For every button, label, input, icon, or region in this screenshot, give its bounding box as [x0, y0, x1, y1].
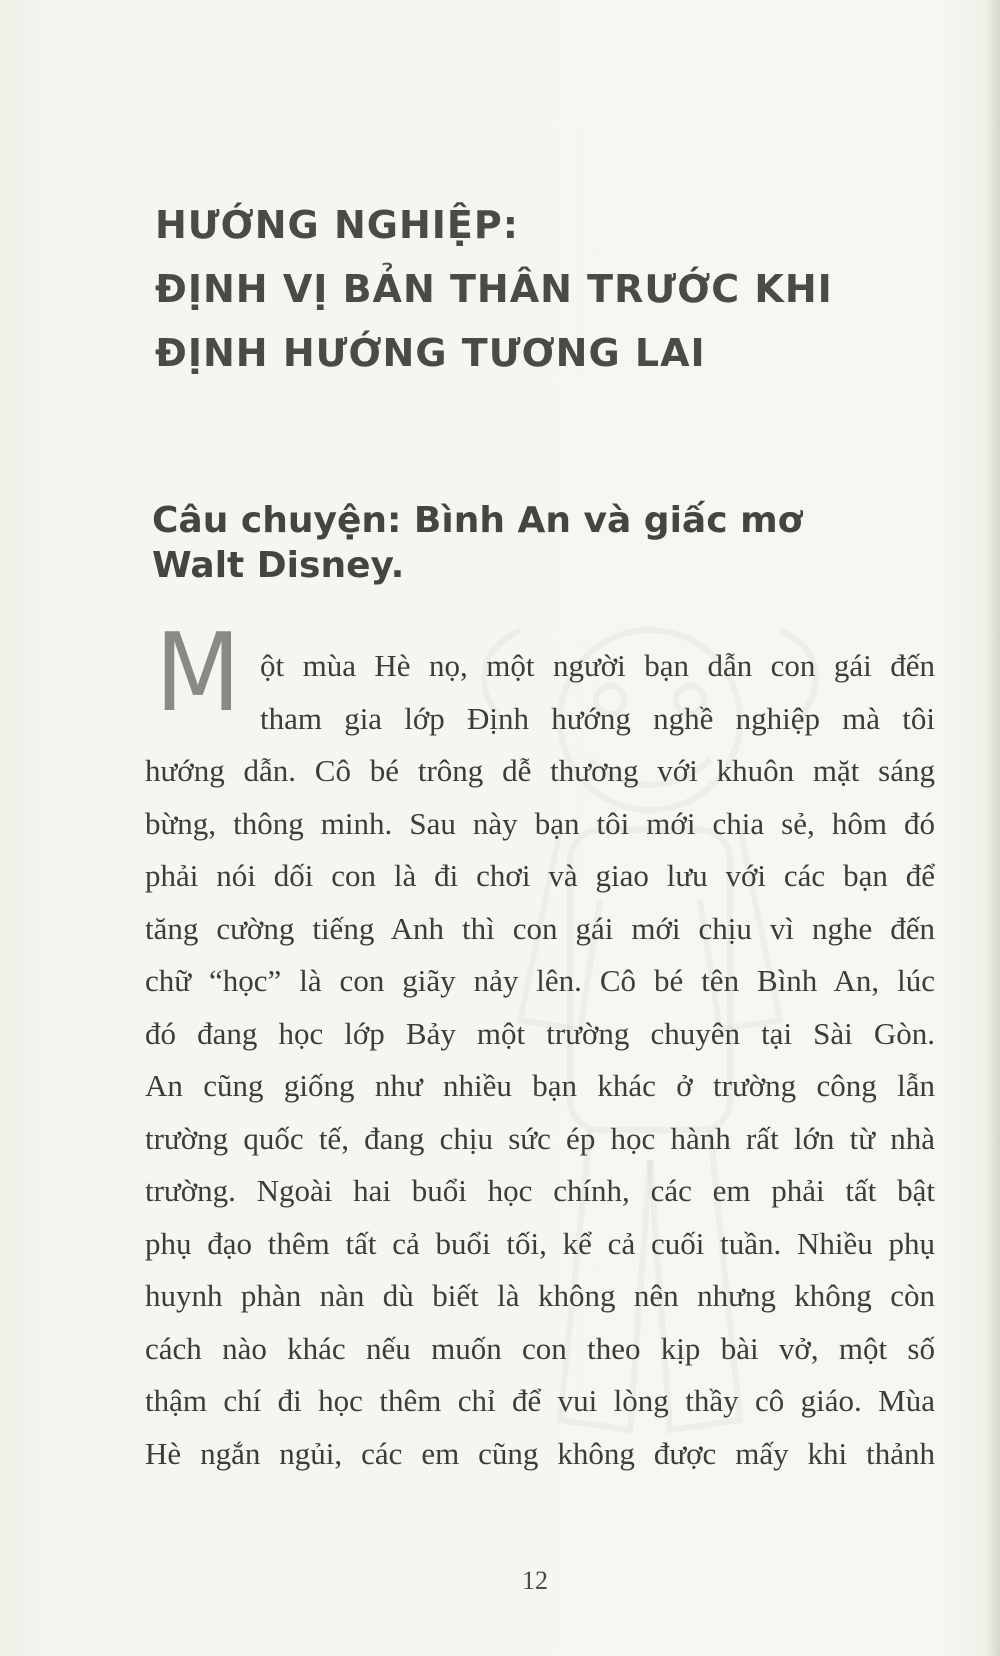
- body-line: ột mùa Hè nọ, một người bạn dẫn con gái đến: [260, 648, 935, 683]
- body-line: đó đang học lớp Bảy một trường chuyên tại Sài Gòn.: [145, 1015, 935, 1051]
- body-line: trường. Ngoài hai buổi học chính, các em phải tất bật: [145, 1173, 935, 1208]
- body-line: tham gia lớp Định hướng nghề nghiệp mà tôi: [260, 700, 935, 736]
- body-line: phụ đạo thêm tất cả buổi tối, kể cả cuối tuần. Nhiều phụ: [145, 1225, 935, 1261]
- chapter-title-line: HƯỚNG NGHIỆP:: [155, 203, 519, 247]
- body-line: tăng cường tiếng Anh thì con gái mới chịu vì nghe đến: [145, 910, 935, 946]
- drop-cap-letter: M: [155, 611, 241, 736]
- body-line: An cũng giống như nhiều bạn khác ở trường công lẫn: [145, 1068, 935, 1103]
- body-line: Hè ngắn ngủi, các em cũng không được mấy khi thảnh: [145, 1435, 935, 1471]
- chapter-title: [155, 193, 915, 385]
- chapter-title-line: ĐỊNH HƯỚNG TƯƠNG LAI: [155, 331, 706, 375]
- page-edge-shadow: [986, 0, 1000, 1656]
- body-line: cách nào khác nếu muốn con theo kịp bài vở, một số: [145, 1330, 935, 1366]
- body-paragraph: [145, 640, 935, 1480]
- body-line: thậm chí đi học thêm chỉ để vui lòng thầy cô giáo. Mùa: [145, 1383, 935, 1418]
- body-line: trường quốc tế, đang chịu sức ép học hành rất lớn từ nhà: [145, 1120, 935, 1156]
- body-line: bừng, thông minh. Sau này bạn tôi mới chia sẻ, hôm đó: [145, 805, 935, 841]
- body-line: hướng dẫn. Cô bé trông dễ thương với khuôn mặt sáng: [145, 753, 935, 788]
- chapter-title-line: ĐỊNH VỊ BẢN THÂN TRƯỚC KHI: [155, 267, 833, 311]
- section-title-line: Walt Disney.: [152, 545, 405, 586]
- body-line: chữ “học” là con giãy nảy lên. Cô bé tên Bình An, lúc: [145, 963, 935, 998]
- body-line: phải nói dối con là đi chơi và giao lưu với các bạn để: [145, 858, 935, 893]
- section-title: [152, 498, 912, 588]
- body-line: huynh phàn nàn dù biết là không nên nhưng không còn: [145, 1278, 935, 1313]
- section-title-line: Câu chuyện: Bình An và giấc mơ: [152, 500, 803, 541]
- page-number: 12: [522, 1566, 548, 1595]
